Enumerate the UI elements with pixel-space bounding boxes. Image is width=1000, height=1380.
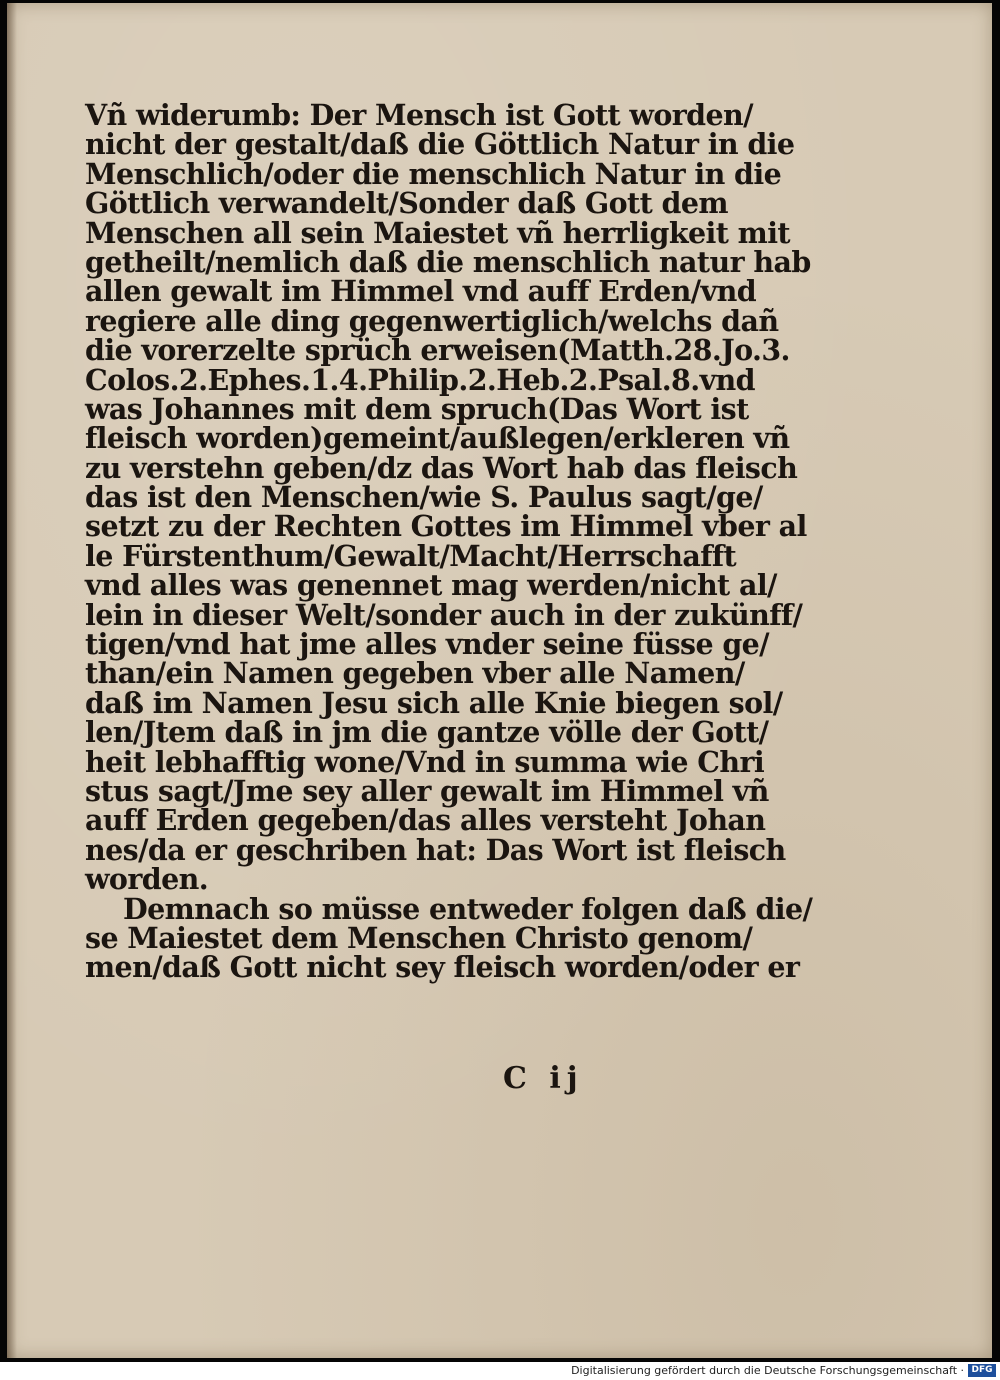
text-line: Göttlich verwandelt/Sonder daß Gott dem [85, 186, 728, 221]
text-line: worden. [85, 862, 209, 897]
blackletter-text-block [85, 98, 813, 985]
text-line: das ist den Menschen/wie S. Paulus sagt/ge/ [85, 480, 763, 515]
text-line: Demnach so müsse entweder folgen daß die/ [123, 891, 813, 926]
text-line: zu verstehn geben/dz das Wort hab das fleisch [85, 450, 798, 485]
text-line: vnd alles was genennet mag werden/nicht al/ [85, 568, 777, 603]
text-line: lein in dieser Welt/sonder auch in der zukünff/ [85, 597, 803, 632]
text-line: regiere alle ding gegenwertiglich/welchs dañ [85, 303, 779, 338]
signature-mark: C ij [503, 1061, 584, 1096]
text-line: Menschlich/oder die menschlich Natur in die [85, 156, 782, 191]
text-line: Vñ widerumb: Der Mensch ist Gott worden/ [85, 98, 753, 132]
text-line: allen gewalt im Himmel vnd auff Erden/vnd [85, 274, 757, 309]
text-line: daß im Namen Jesu sich alle Knie biegen sol/ [85, 685, 783, 720]
text-line: auff Erden gegeben/das alles versteht Johan [85, 803, 766, 838]
text-line: was Johannes mit dem spruch(Das Wort ist [85, 391, 749, 426]
text-line: Colos.2.Ephes.1.4.Philip.2.Heb.2.Psal.8.vnd [85, 362, 755, 397]
text-line: men/daß Gott nicht sey fleisch worden/oder er [85, 950, 800, 985]
text-line: nes/da er geschriben hat: Das Wort ist fleisch [85, 832, 786, 867]
dfg-logo: DFG [968, 1364, 996, 1377]
text-line: len/Jtem daß in jm die gantze völle der Gott/ [85, 715, 769, 750]
text-line: stus sagt/Jme sey aller gewalt im Himmel vñ [85, 773, 769, 808]
text-line: heit lebhafftig wone/Vnd in summa wie Chri [85, 744, 765, 779]
text-line: nicht der gestalt/daß die Göttlich Natur in die [85, 127, 795, 162]
text-line: le Fürstenthum/Gewalt/Macht/Herrschafft [85, 538, 737, 573]
footer-bar [0, 1362, 1000, 1380]
text-line: fleisch worden)gemeint/außlegen/erkleren vñ [85, 421, 790, 456]
text-line: tigen/vnd hat jme alles vnder seine füsse ge/ [85, 627, 769, 662]
text-line: setzt zu der Rechten Gottes im Himmel vber al [85, 509, 807, 544]
footer-credit: Digitalisierung gefördert durch die Deutsche Forschungsgemeinschaft · [571, 1364, 964, 1377]
text-line: getheilt/nemlich daß die menschlich natur hab [85, 244, 811, 279]
book-page [7, 3, 992, 1358]
binding-edge [7, 3, 17, 1358]
text-line: die vorerzelte sprüch erweisen(Matth.28.Jo.3. [85, 333, 790, 368]
text-line: se Maiestet dem Menschen Christo genom/ [85, 920, 753, 955]
text-line: Menschen all sein Maiestet vñ herrligkeit mit [85, 215, 790, 250]
text-line: than/ein Namen gegeben vber alle Namen/ [85, 656, 745, 691]
